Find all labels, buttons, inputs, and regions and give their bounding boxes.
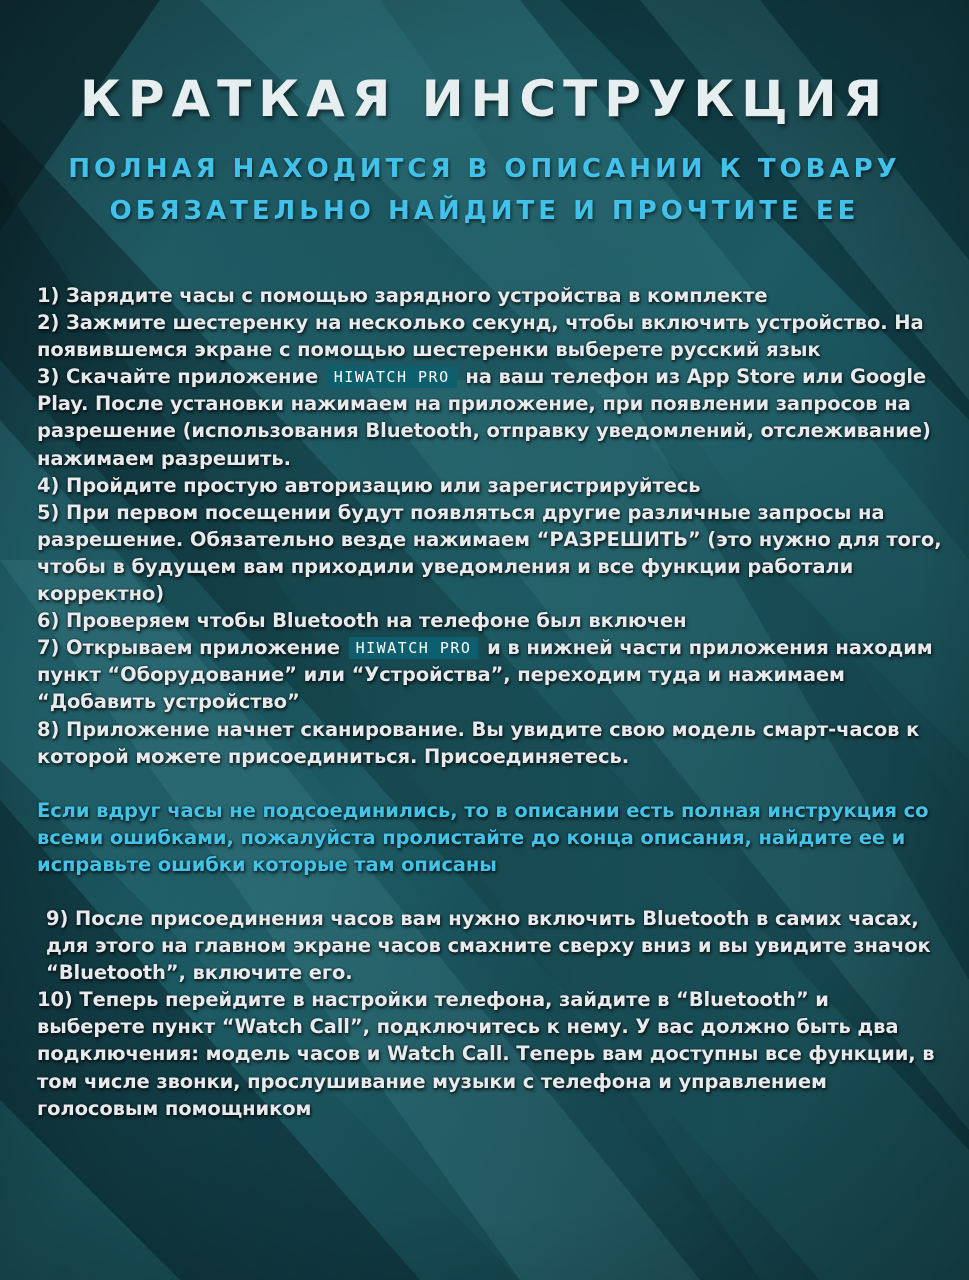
subtitle-line-2: ОБЯЗАТЕЛЬНО НАЙДИТЕ И ПРОЧТИТЕ ЕЕ [109, 196, 860, 226]
step-7-text-start: 7) Открываем приложение [37, 636, 340, 660]
step-7-text-end: и в нижней части приложения находим пункт “Оборудование” или “Устройства”, переходим туда и нажимаем “Добавить устройство” [37, 636, 933, 714]
step-2: 2) Зажмите шестеренку на несколько секунд, чтобы включить устройство. На появившемся экране с помощью шестеренки выберете русский язык [37, 311, 924, 362]
app-name-badge: HIWATCH PRO [349, 637, 479, 659]
instruction-body [37, 282, 942, 1122]
step-5: 5) При первом посещении будут появляться другие различные запросы на разрешение. Обязательно везде нажимаем “РАЗРЕШИТЬ” (это нужно для того, чтобы в будущем вам приходили уведомления и все функции работали корректно) [37, 500, 942, 606]
step-3-text-end: на ваш телефон из App Store или Google Play. После установки нажимаем на приложение, при появлении запросов на разрешение (использования Bluetooth, отправку уведомлений, отслеживание) нажимаем разрешить. [37, 365, 931, 470]
spacer [37, 770, 942, 797]
app-name-badge: HIWATCH PRO [327, 366, 457, 388]
step-8: 8) Приложение начнет сканирование. Вы увидите свою модель смарт-часов к которой можете присоединиться. Присоединяетесь. [37, 717, 920, 768]
step-6: 6) Проверяем чтобы Bluetooth на телефоне был включен [37, 609, 687, 633]
step-7 [37, 634, 942, 715]
troubleshooting-note: Если вдруг часы не подсоединились, то в описании есть полная инструкция со всеми ошибками, пожалуйста пролистайте до конца описания, найдите ее и исправьте ошибки которые там описаны [37, 798, 929, 876]
step-1: 1) Зарядите часы с помощью зарядного устройства в комплекте [37, 284, 768, 307]
page-title: КРАТКАЯ ИНСТРУКЦИЯ [79, 70, 890, 128]
step-3-text-start: 3) Скачайте приложение [37, 365, 319, 389]
spacer [37, 878, 942, 905]
step-4: 4) Пройдите простую авторизацию или зарегистрируйтесь [37, 473, 701, 497]
step-9: 9) После присоединения часов вам нужно включить Bluetooth в самих часах, для этого на главном экране часов смахните сверху вниз и вы увидите значок “Bluetooth”, включите его. [46, 906, 931, 985]
step-3 [37, 363, 942, 471]
step-10: 10) Теперь перейдите в настройки телефона, зайдите в “Bluetooth” и выберете пункт “Watch Call”, подключитесь к нему. У вас должно быть два подключения: модель часов и Watch Call. Теперь вам доступны все функции, в том числе звонки, прослушивание музыки с телефона и управлением голосовым помощником [37, 988, 935, 1120]
subtitle-line-1: ПОЛНАЯ НАХОДИТСЯ В ОПИСАНИИ К ТОВАРУ [68, 154, 901, 184]
